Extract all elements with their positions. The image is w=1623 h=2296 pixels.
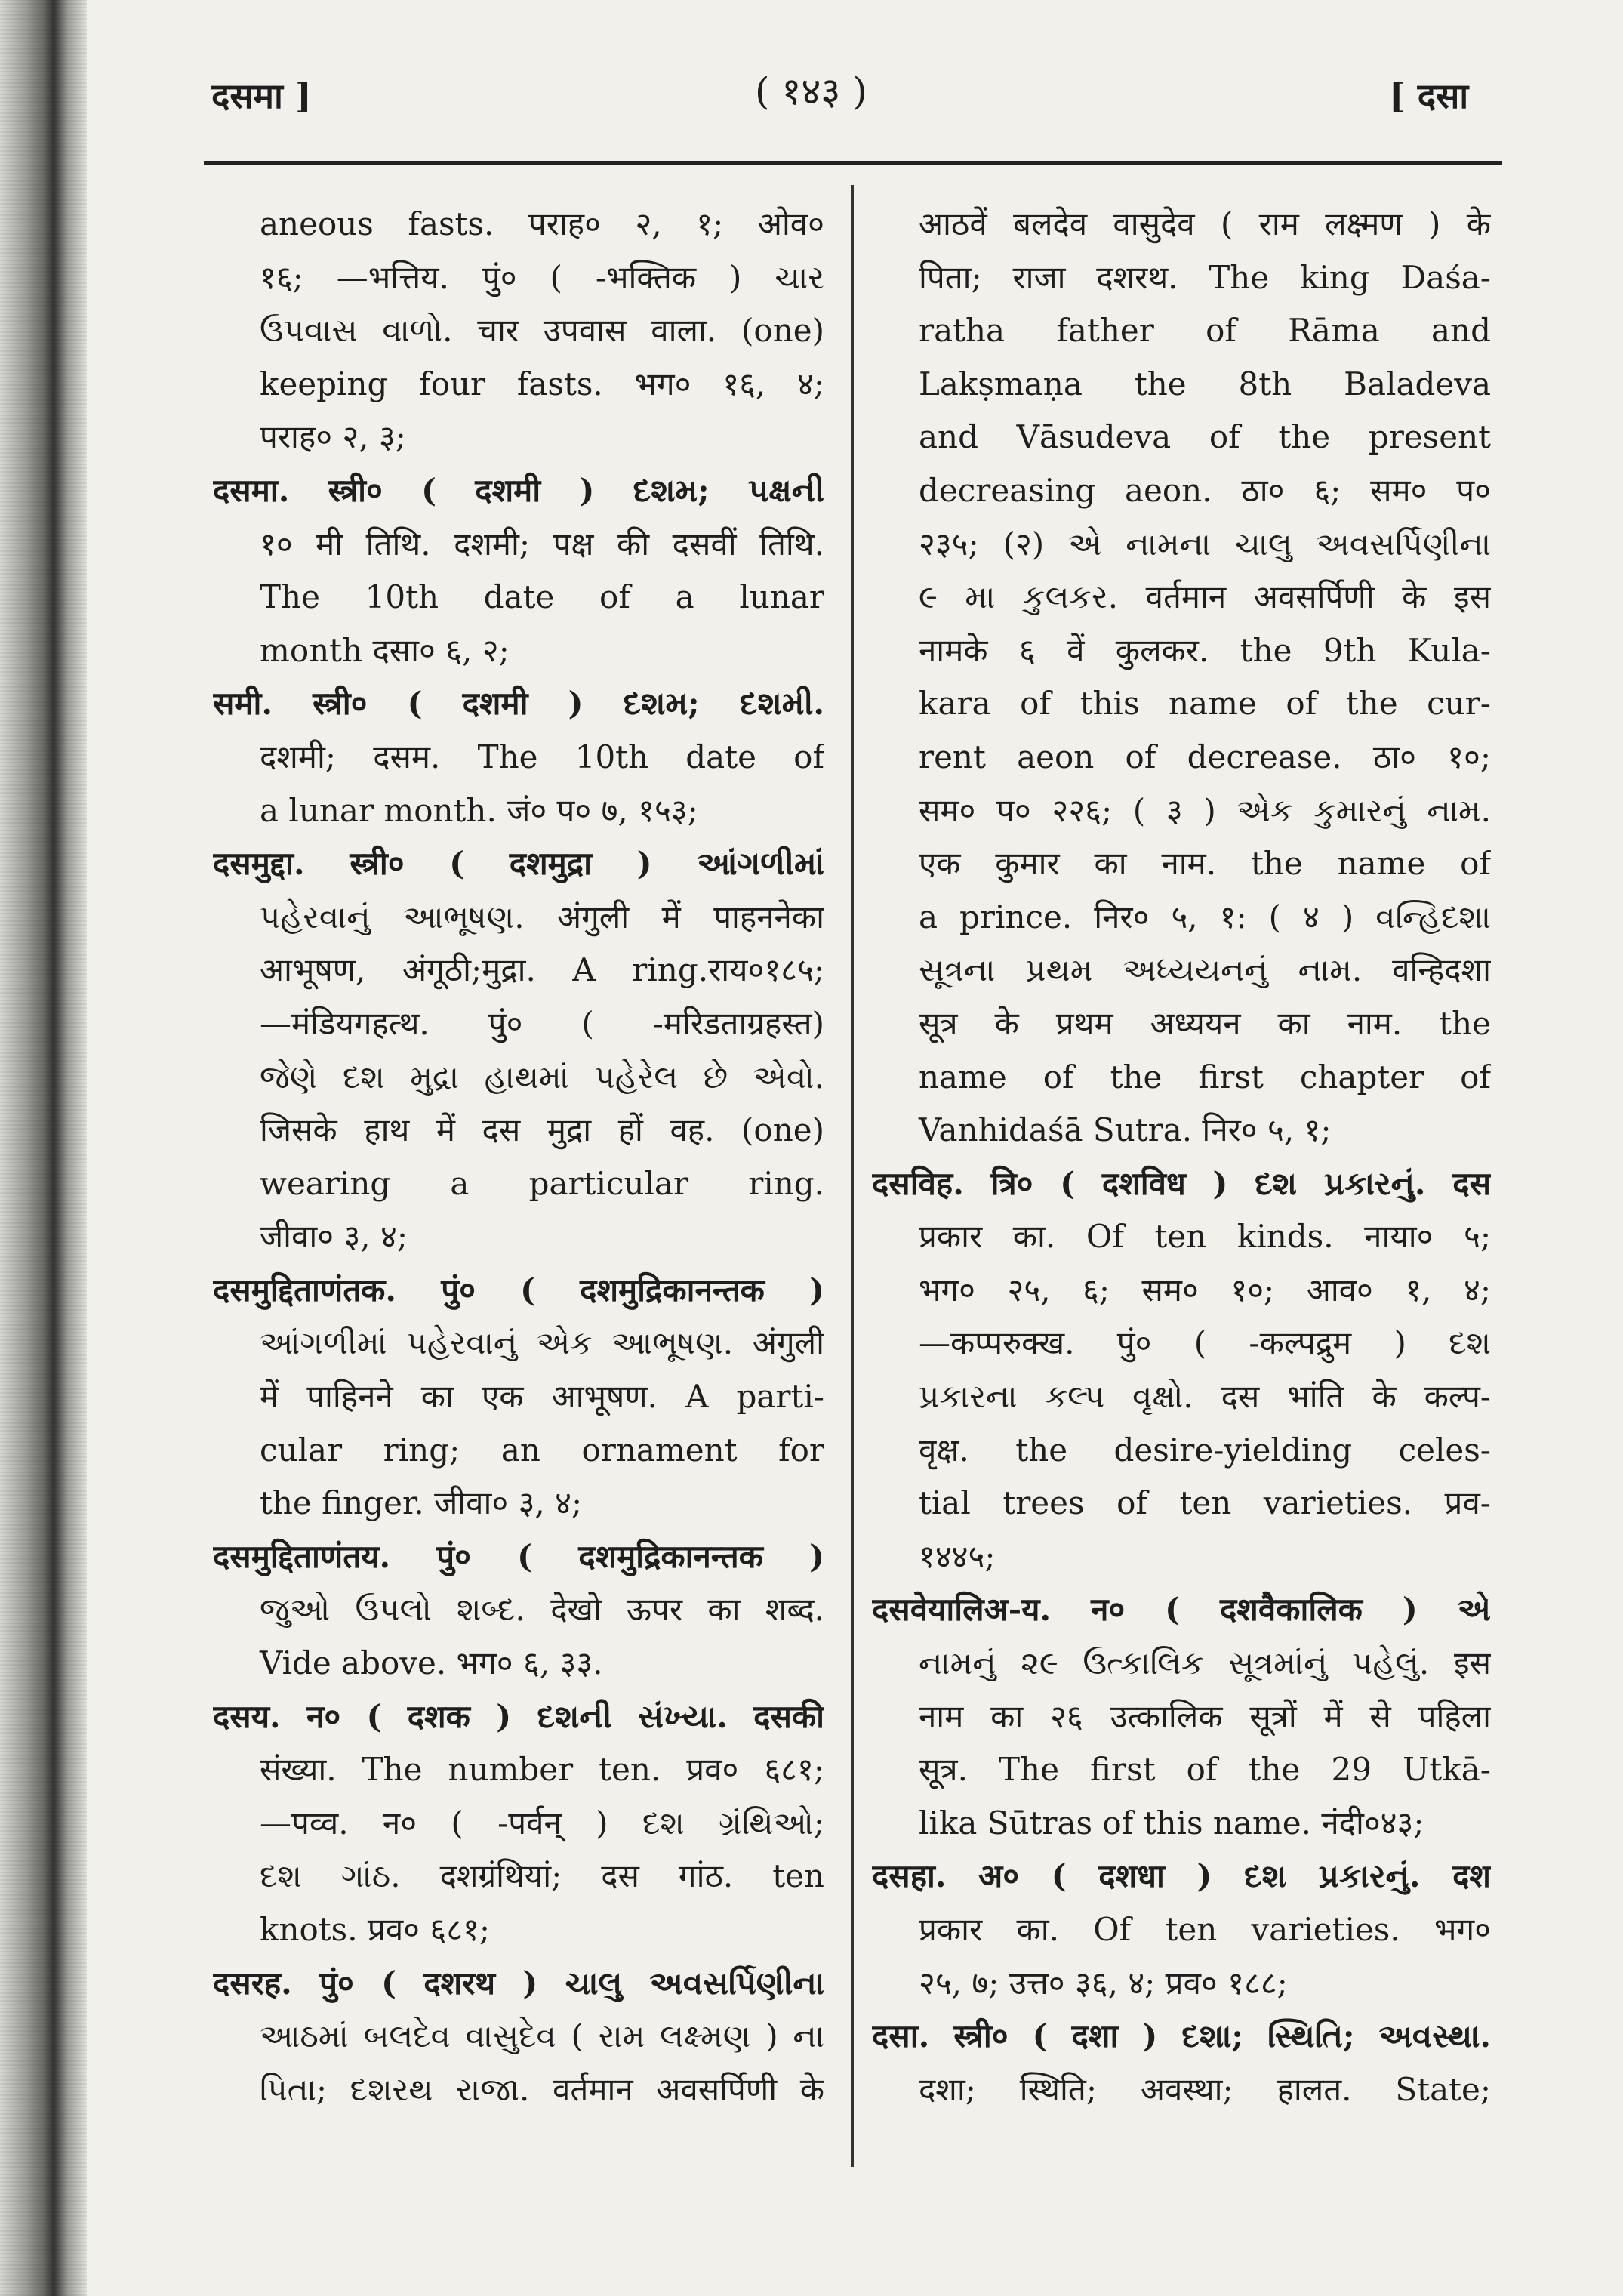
entry-text-line: kara of this name of the cur- [919,685,1491,723]
entry-text-line: १० मी तिथि. दशमी; पक्ष की दसवीं तिथि. [260,525,824,562]
entry-text-line: wearing a particular ring. [260,1164,824,1202]
entry-text-line: name of the first chapter of [919,1058,1491,1096]
header-right-guide-word: [ दसा [1389,76,1469,116]
entry-headword-line: दसमुद्दा. स्त्री० ( दशमुद्रा ) આંગળીમાં [213,845,824,883]
entry-text-line: સૂત્રના પ્રથમ અધ્યયનનું નામ. वन्हिदशा [919,951,1491,989]
entry-text-line: —कप्परुक्ख. पुं० ( -कल्पद्रुम ) દશ [919,1324,1491,1362]
entry-text-line: जिसके हाथ में दस मुद्रा हों वह. (one) [260,1111,824,1149]
page-binding-edge [0,0,87,2296]
entry-headword-line: दसरह. पुं० ( दशरथ ) ચાલુ અવસર્પિણીના [213,1964,824,2002]
entry-text-line: वृक्ष. the desire-yielding celes- [919,1431,1491,1469]
entry-text-line: संख्या. The number ten. प्रव० ६८१; [260,1751,824,1789]
entry-text-line: આંગળીમાં પહેરવાનું એક આભૂષણ. अंगुली [260,1324,824,1362]
entry-text-line: knots. प्रव० ६८१; [260,1911,491,1948]
entry-text-line: २३५; (२) એ નામના ચાલુ અવસર્પિણીના [919,525,1491,562]
entry-text-line: प्रकार का. Of ten varieties. भग० [919,1911,1491,1948]
entry-text-line: —पव्व. न० ( -पर्वन् ) દશ ગ્રંથિઓ; [260,1804,824,1841]
entry-text-line: જેણે દશ મુદ્રા હાથમાં પહેરેલ છે એવો. [260,1058,824,1096]
entry-text-line: a prince. निर० ५, १: ( ४ ) વન્હિદશા [919,898,1491,935]
entry-text-line: નામનું ૨૯ ઉત્કાલિક સૂત્રમાંનું પહેલું. इस [919,1644,1491,1682]
entry-text-line: Vanhidaśā Sutra. निर० ५, १; [919,1111,1332,1149]
header-rule [204,161,1502,165]
entry-text-line: नामके ६ वें कुलकर. the 9th Kula- [919,631,1491,669]
entry-text-line: दशमी; दसम. The 10th date of [260,738,824,775]
entry-text-line: a lunar month. जं० प० ७, १५३; [260,791,698,829]
entry-text-line: પ્રકારના કલ્પ વૃક્ષો. दस भांति के कल्प- [919,1378,1491,1416]
entry-text-line: rent aeon of decrease. ठा० १०; [919,738,1491,775]
entry-headword-line: दसविह. त्रि० ( दशविध ) દશ પ્રકારનું. दस [872,1164,1491,1202]
entry-text-line: પહેરવાનું આભૂષણ. अंगुली में पाहननेका [260,898,824,935]
entry-text-line: આઠમાં બલદેવ વાસુદેવ ( રામ લક્ષ્મણ ) ના [260,2017,824,2055]
entry-text-line: जीवा० ३, ४; [260,1218,408,1256]
left-column [213,198,824,2116]
entry-headword-line: दसवेयालिअ-य. न० ( दशवैकालिक ) એ [872,1591,1491,1629]
entry-headword-line: दसमा. स्त्री० ( दशमी ) દશમ; પક્ષની [213,471,824,509]
entry-text-line: lika Sūtras of this name. नंदी०४३; [919,1804,1424,1841]
entry-text-line: नाम का २६ उत्कालिक सूत्रों में से पहिला [919,1697,1491,1735]
entry-text-line: Vide above. भग० ६, ३३. [260,1644,603,1682]
entry-text-line: ઉપવાસ વાળો. चार उपवास वाला. (one) [260,312,824,350]
entry-text-line: १६; —भत्तिय. पुं० ( -भक्तिक ) ચાર [260,258,824,296]
entry-text-line: सूत्र. The first of the 29 Utkā- [919,1751,1491,1789]
entry-text-line: प्रकार का. Of ten kinds. नाया० ५; [919,1218,1491,1256]
column-divider [851,185,854,2167]
entry-text-line: જુઓ ઉપલો શબ્દ. देखो ऊपर का शब्द. [260,1591,824,1629]
entry-text-line: ratha father of Rāma and [919,312,1491,350]
entry-text-line: and Vāsudeva of the present [919,418,1491,456]
entry-text-line: —मंडियगहत्थ. पुं० ( -मरिडताग्रहस्त) [260,1004,824,1042]
entry-text-line: एक कुमार का नाम. the name of [919,845,1491,883]
entry-headword-line: दसमुद्दिताणंतक. पुं० ( दशमुद्रिकानन्तक ) [213,1271,824,1308]
page-number: ( १४३ ) [755,69,867,113]
entry-text-line: month दसा० ६, २; [260,631,510,669]
entry-text-line: पिता; राजा दशरथ. The king Daśa- [919,258,1491,296]
entry-text-line: २५, ७; उत्त० ३६, ४; प्रव० १८८; [919,1964,1288,2002]
entry-text-line: सूत्र के प्रथम अध्ययन का नाम. the [919,1004,1491,1042]
entry-text-line: में पाहिनने का एक आभूषण. A parti- [260,1378,824,1416]
entry-text-line: દશ ગાંઠ. दशग्रंथियां; दस गांठ. ten [260,1857,824,1895]
entry-text-line: पराह० २, ३; [260,418,406,456]
entry-text-line: aneous fasts. पराह० २, १; ओव० [260,205,824,242]
entry-text-line: ૯ મા કુલકર. वर्तमान अवसर्पिणी के इस [919,578,1491,616]
entry-text-line: cular ring; an ornament for [260,1431,824,1469]
entry-headword-line: दसय. न० ( दशक ) દશની સંખ્યા. दसकी [213,1697,824,1735]
entry-text-line: आठवें बलदेव वासुदेव ( राम लक्ष्मण ) के [919,205,1491,242]
entry-text-line: सम० प० २२६; ( ३ ) એક કુમારનું નામ. [919,791,1491,829]
entry-headword-line: समी. स्त्री० ( दशमी ) દશમ; દશમી. [213,685,824,723]
entry-headword-line: दसहा. अ० ( दशधा ) દશ પ્રકારનું. दश [872,1857,1491,1895]
header-left-guide-word: दसमा ] [211,76,312,116]
entry-text-line: आभूषण, अंगूठी;मुद्रा. A ring.राय०१८५; [260,951,824,989]
entry-text-line: The 10th date of a lunar [260,578,824,616]
entry-headword-line: दसा. स्त्री० ( दशा ) દશા; સ્થિતિ; અવસ્થા. [872,2017,1491,2055]
entry-text-line: Lakṣmaṇa the 8th Baladeva [919,365,1491,402]
entry-text-line: भग० २५, ६; सम० १०; आव० १, ४; [919,1271,1491,1308]
entry-text-line: પિતા; દશરથ રાજા. वर्तमान अवसर्पिणी के [260,2070,824,2108]
entry-text-line: १४४५; [919,1537,996,1575]
entry-text-line: दशा; स्थिति; अवस्था; हालत. State; [919,2070,1491,2108]
entry-text-line: keeping four fasts. भग० १६, ४; [260,365,824,402]
right-column [872,198,1491,2116]
entry-text-line: tial trees of ten varieties. प्रव- [919,1484,1491,1522]
entry-text-line: the finger. जीवा० ३, ४; [260,1484,583,1522]
entry-headword-line: दसमुद्दिताणंतय. पुं० ( दशमुद्रिकानन्तक ) [213,1537,824,1575]
entry-text-line: decreasing aeon. ठा० ६; सम० प० [919,471,1491,509]
